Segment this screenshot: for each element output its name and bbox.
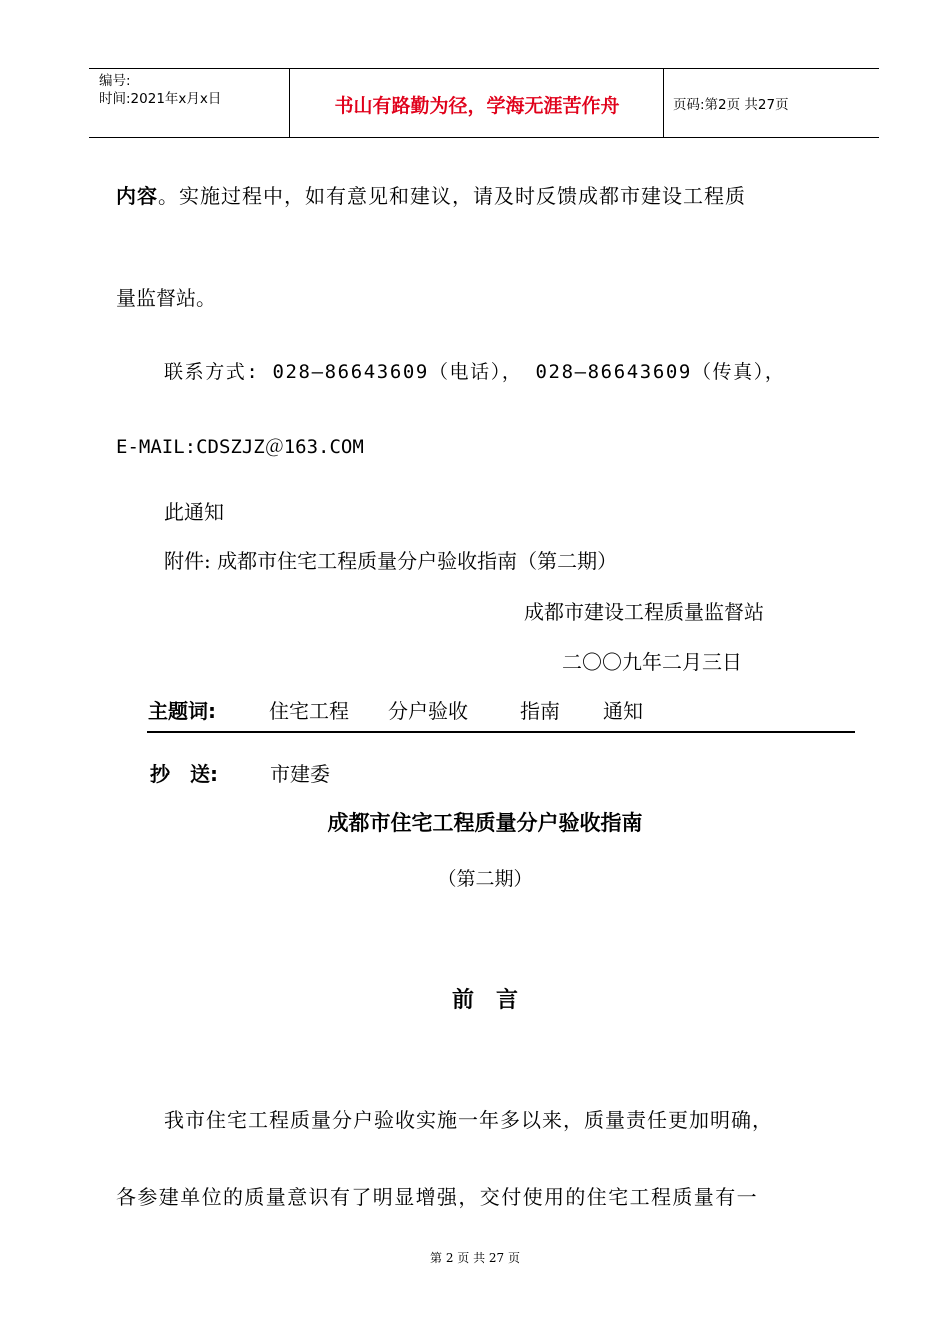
keyword-item: 分户验收 [388,699,468,723]
divider-line [147,731,855,733]
header-meta [99,72,289,108]
document-header [89,68,879,138]
body-paragraph-line [116,180,746,209]
body-paragraph-line: 量监督站。 [116,286,216,310]
preface-line: 我市住宅工程质量分户验收实施一年多以来，质量责任更加明确， [164,1108,773,1132]
header-motto: 书山有路勤为径，学海无涯苦作舟 [334,95,620,117]
preface-title: 前 言 [451,988,518,1013]
notice-line: 此通知 [164,500,224,524]
keywords-label: 主题词: [148,699,216,723]
email-line: E-MAIL:CDSZJZ＠163.COM [116,436,364,458]
page-footer: 第 2 页 共 27 页 [430,1251,520,1265]
contact-line: 联系方式: 028—86643609（电话）， 028—86643609（传真）， [164,361,786,383]
header-divider [663,69,664,137]
issue-date: 二〇〇九年二月三日 [562,650,742,674]
paragraph-text: 。实施过程中，如有意见和建议，请及时反馈成都市建设工程质 [158,184,746,208]
guide-title: 成都市住宅工程质量分户验收指南 [327,811,643,835]
guide-subtitle: （第二期） [437,868,533,890]
attachment-line: 附件: 成都市住宅工程质量分户验收指南（第二期） [164,549,618,573]
header-divider [289,69,290,137]
bold-lead-word: 内容 [116,184,158,208]
keyword-item: 通知 [603,699,643,723]
cc-label: 抄 送: [150,762,218,786]
header-page-info: 页码:第2页 共27页 [673,97,789,113]
issuer-name: 成都市建设工程质量监督站 [524,600,764,624]
header-number: 编号: [99,73,131,89]
header-time: 时间:2021年x月x日 [99,91,222,107]
keyword-item: 指南 [520,699,560,723]
cc-value: 市建委 [270,762,330,786]
preface-line: 各参建单位的质量意识有了明显增强，交付使用的住宅工程质量有一 [116,1185,758,1209]
keyword-item: 住宅工程 [269,699,349,723]
